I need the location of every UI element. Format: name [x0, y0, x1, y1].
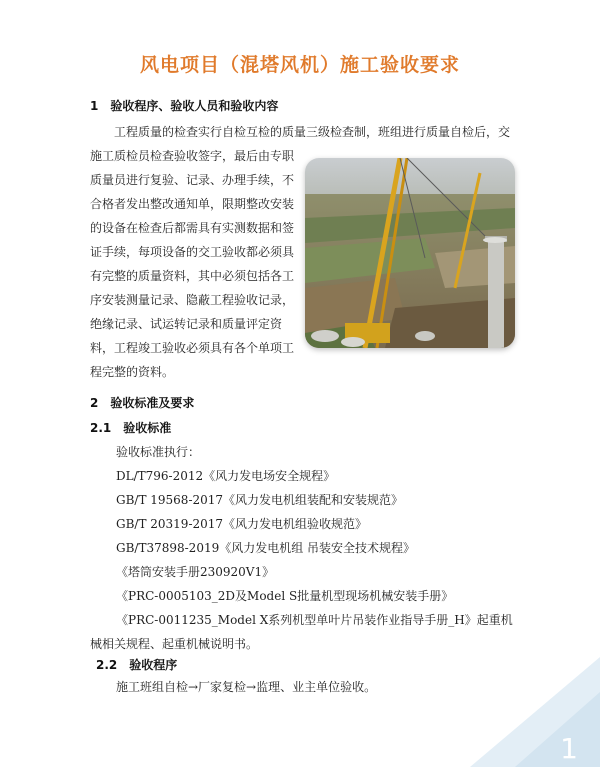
section-number: 2 — [90, 396, 99, 410]
list-item: GB/T 20319-2017《风力发电机组验收规范》 — [116, 517, 368, 531]
section-2-heading — [90, 394, 194, 411]
list-item: 《塔筒安装手册230920V1》 — [116, 565, 275, 579]
list-item: GB/T 19568-2017《风力发电机组装配和安装规范》 — [116, 493, 404, 507]
acceptance-procedure-text: 施工班组自检→厂家复检→监理、业主单位验收。 — [116, 680, 377, 694]
section-heading-text: 验收程序、验收人员和验收内容 — [110, 99, 279, 113]
corner-decoration — [460, 647, 600, 767]
section-2-1-heading — [90, 419, 171, 436]
section-1-paragraph: 施工质检员检查验收签字，最后由专职质量员进行复验、记录、办理手续，不合格者发出整改通知单，限期整改安装的设备在检查后都需具有实测数据和签证手续，每项设备的交工验收都必须具有完整的质量资料，其中必须包括各工序安装测量记录、隐蔽工程验收记录，绝缘记录、试运转记录和质量评定资料，工程竣工验收必须具有各个单项工程完整的资料。 — [90, 149, 295, 379]
section-1-heading — [90, 97, 278, 114]
page-title: 风电项目（混塔风机）施工验收要求 — [139, 54, 460, 76]
construction-site-photo — [305, 158, 515, 348]
page-number: 1 — [560, 732, 578, 765]
list-item: 验收标准执行： — [116, 445, 201, 459]
section-2-2-heading — [96, 656, 177, 673]
section-heading-text: 验收标准 — [123, 421, 172, 435]
section-heading-text: 验收标准及要求 — [110, 396, 195, 410]
standards-list — [116, 440, 526, 608]
standards-last-paragraph: 《PRC-0011235_Model X系列机型单叶片吊装作业指导手册_H》起重机械相关规程、起重机械说明书。 — [90, 613, 513, 651]
section-number: 1 — [90, 99, 99, 113]
section-number: 2.1 — [90, 421, 112, 435]
section-heading-text: 验收程序 — [129, 658, 178, 672]
list-item: DL/T796-2012《风力发电场安全规程》 — [116, 469, 336, 483]
list-item: GB/T37898-2019《风力发电机组 吊装安全技术规程》 — [116, 541, 416, 555]
list-item: 《PRC-0005103_2D及Model S批量机型现场机械安装手册》 — [116, 589, 454, 603]
section-1-paragraph-first-line: 工程质量的检查实行自检互检的质量三级检查制，班组进行质量自检后，交 — [114, 125, 511, 139]
section-number: 2.2 — [96, 658, 118, 672]
